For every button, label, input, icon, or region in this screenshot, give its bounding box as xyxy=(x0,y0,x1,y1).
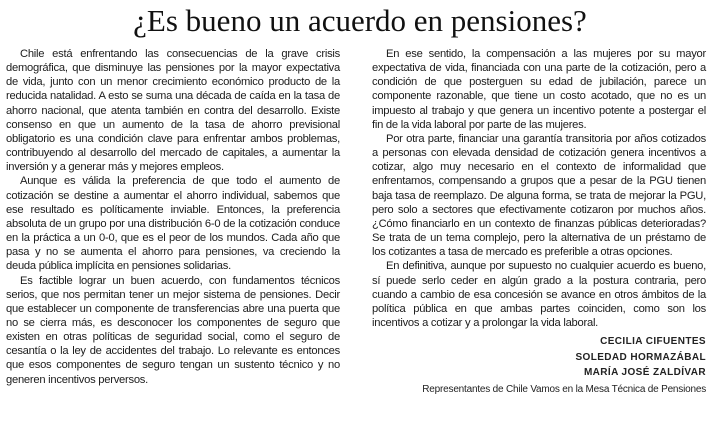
author-affiliation: Representantes de Chile Vamos en la Mesa Técnica de Pensiones xyxy=(422,383,706,395)
author-name: SOLEDAD HORMAZÁBAL xyxy=(575,351,706,363)
article-column-right xyxy=(372,47,706,397)
article-paragraph: Es factible lograr un buen acuerdo, con fundamentos técnicos serios, que nos permitan tener un mejor sistema de pensiones. Decir que establecer un componente de transferencias abre una puerta que no se cierra más, es desconocer los componentes de seguro que existen en otras políticas de seguridad social, como el seguro de cesantía o la ley de accidentes del trabajo. Lo relevante es entonces que esos componentes de seguro tengan un sustento técnico y no generen incentivos perversos. xyxy=(6,274,340,386)
article-paragraph: En ese sentido, la compensación a las mujeres por su mayor expectativa de vida, financiada con una parte de la cotización, pero a condición de que posterguen su edad de jubilación, parece un componente razonable, que tiene un costo acotado, que no es un impuesto al trabajo y que genera un incentivo potente a postergar el fin de la vida laboral por parte de las mujeres. xyxy=(372,48,706,131)
author-name: MARÍA JOSÉ ZALDÍVAR xyxy=(583,367,706,379)
article-paragraph: Chile está enfrentando las consecuencias de la grave crisis demográfica, que disminuye las pensiones por la mayor expectativa de vida, junto con un menor crecimiento económico producto de la reducida natalidad. A esto se suma una década de caída en la tasa de ahorro nacional, que atenta también en contra del desarrollo. Existe consenso en que un aumento de la tasa de ahorro previsional obligatorio es una condición clave para enfrentar ambos problemas, contribuyendo al desarrollo del mercado de capitales, a aumentar la inversión y a generar más y mejores empleos. xyxy=(6,48,340,174)
author-name: CECILIA CIFUENTES xyxy=(600,336,706,348)
article-column-left xyxy=(6,47,340,387)
article-paragraph: En definitiva, aunque por supuesto no cualquier acuerdo es bueno, sí puede serlo ceder en algún grado a la postura contraria, pero cuando a cambio de esa concesión se avance en otros ámbitos de la política pública en que ambas partes coinciden, como son los incentivos a cotizar y a prolongar la vida laboral. xyxy=(372,260,706,329)
article-paragraph: Por otra parte, financiar una garantía transitoria por años cotizados a personas con elevada densidad de cotización genera incentivos a cotizar, algo muy necesario en el contexto de informalidad que enfrentamos, compensando a grupos que a pesar de la PGU tienen baja tasa de reemplazo. De alguna forma, se trata de mejorar la PGU, pero solo a sectores que efectivamente cotizaron por muchos años. ¿Cómo financiarlo en un contexto de finanzas públicas deterioradas? Se trata de un tema complejo, pero la alternativa de un préstamo de los cotizantes a tasa de mercado es preferible a otras opciones. xyxy=(372,132,706,259)
article-paragraph: Aunque es válida la preferencia de que todo el aumento de cotización se destine a aumentar el ahorro individual, sabemos que ese resultado es políticamente inviable. Entonces, la preferencia absoluta de un grupo por una distribución 6-0 de la cotización conduce en la práctica a un 0-0, que es el peor de los mundos. Cada año que pasa y no se aumenta el ahorro para pensiones, va creciendo la deuda pública implícita en pensiones solidarias. xyxy=(6,175,340,273)
article-headline: ¿Es bueno un acuerdo en pensiones? xyxy=(133,3,587,38)
author-signatures xyxy=(372,334,706,381)
